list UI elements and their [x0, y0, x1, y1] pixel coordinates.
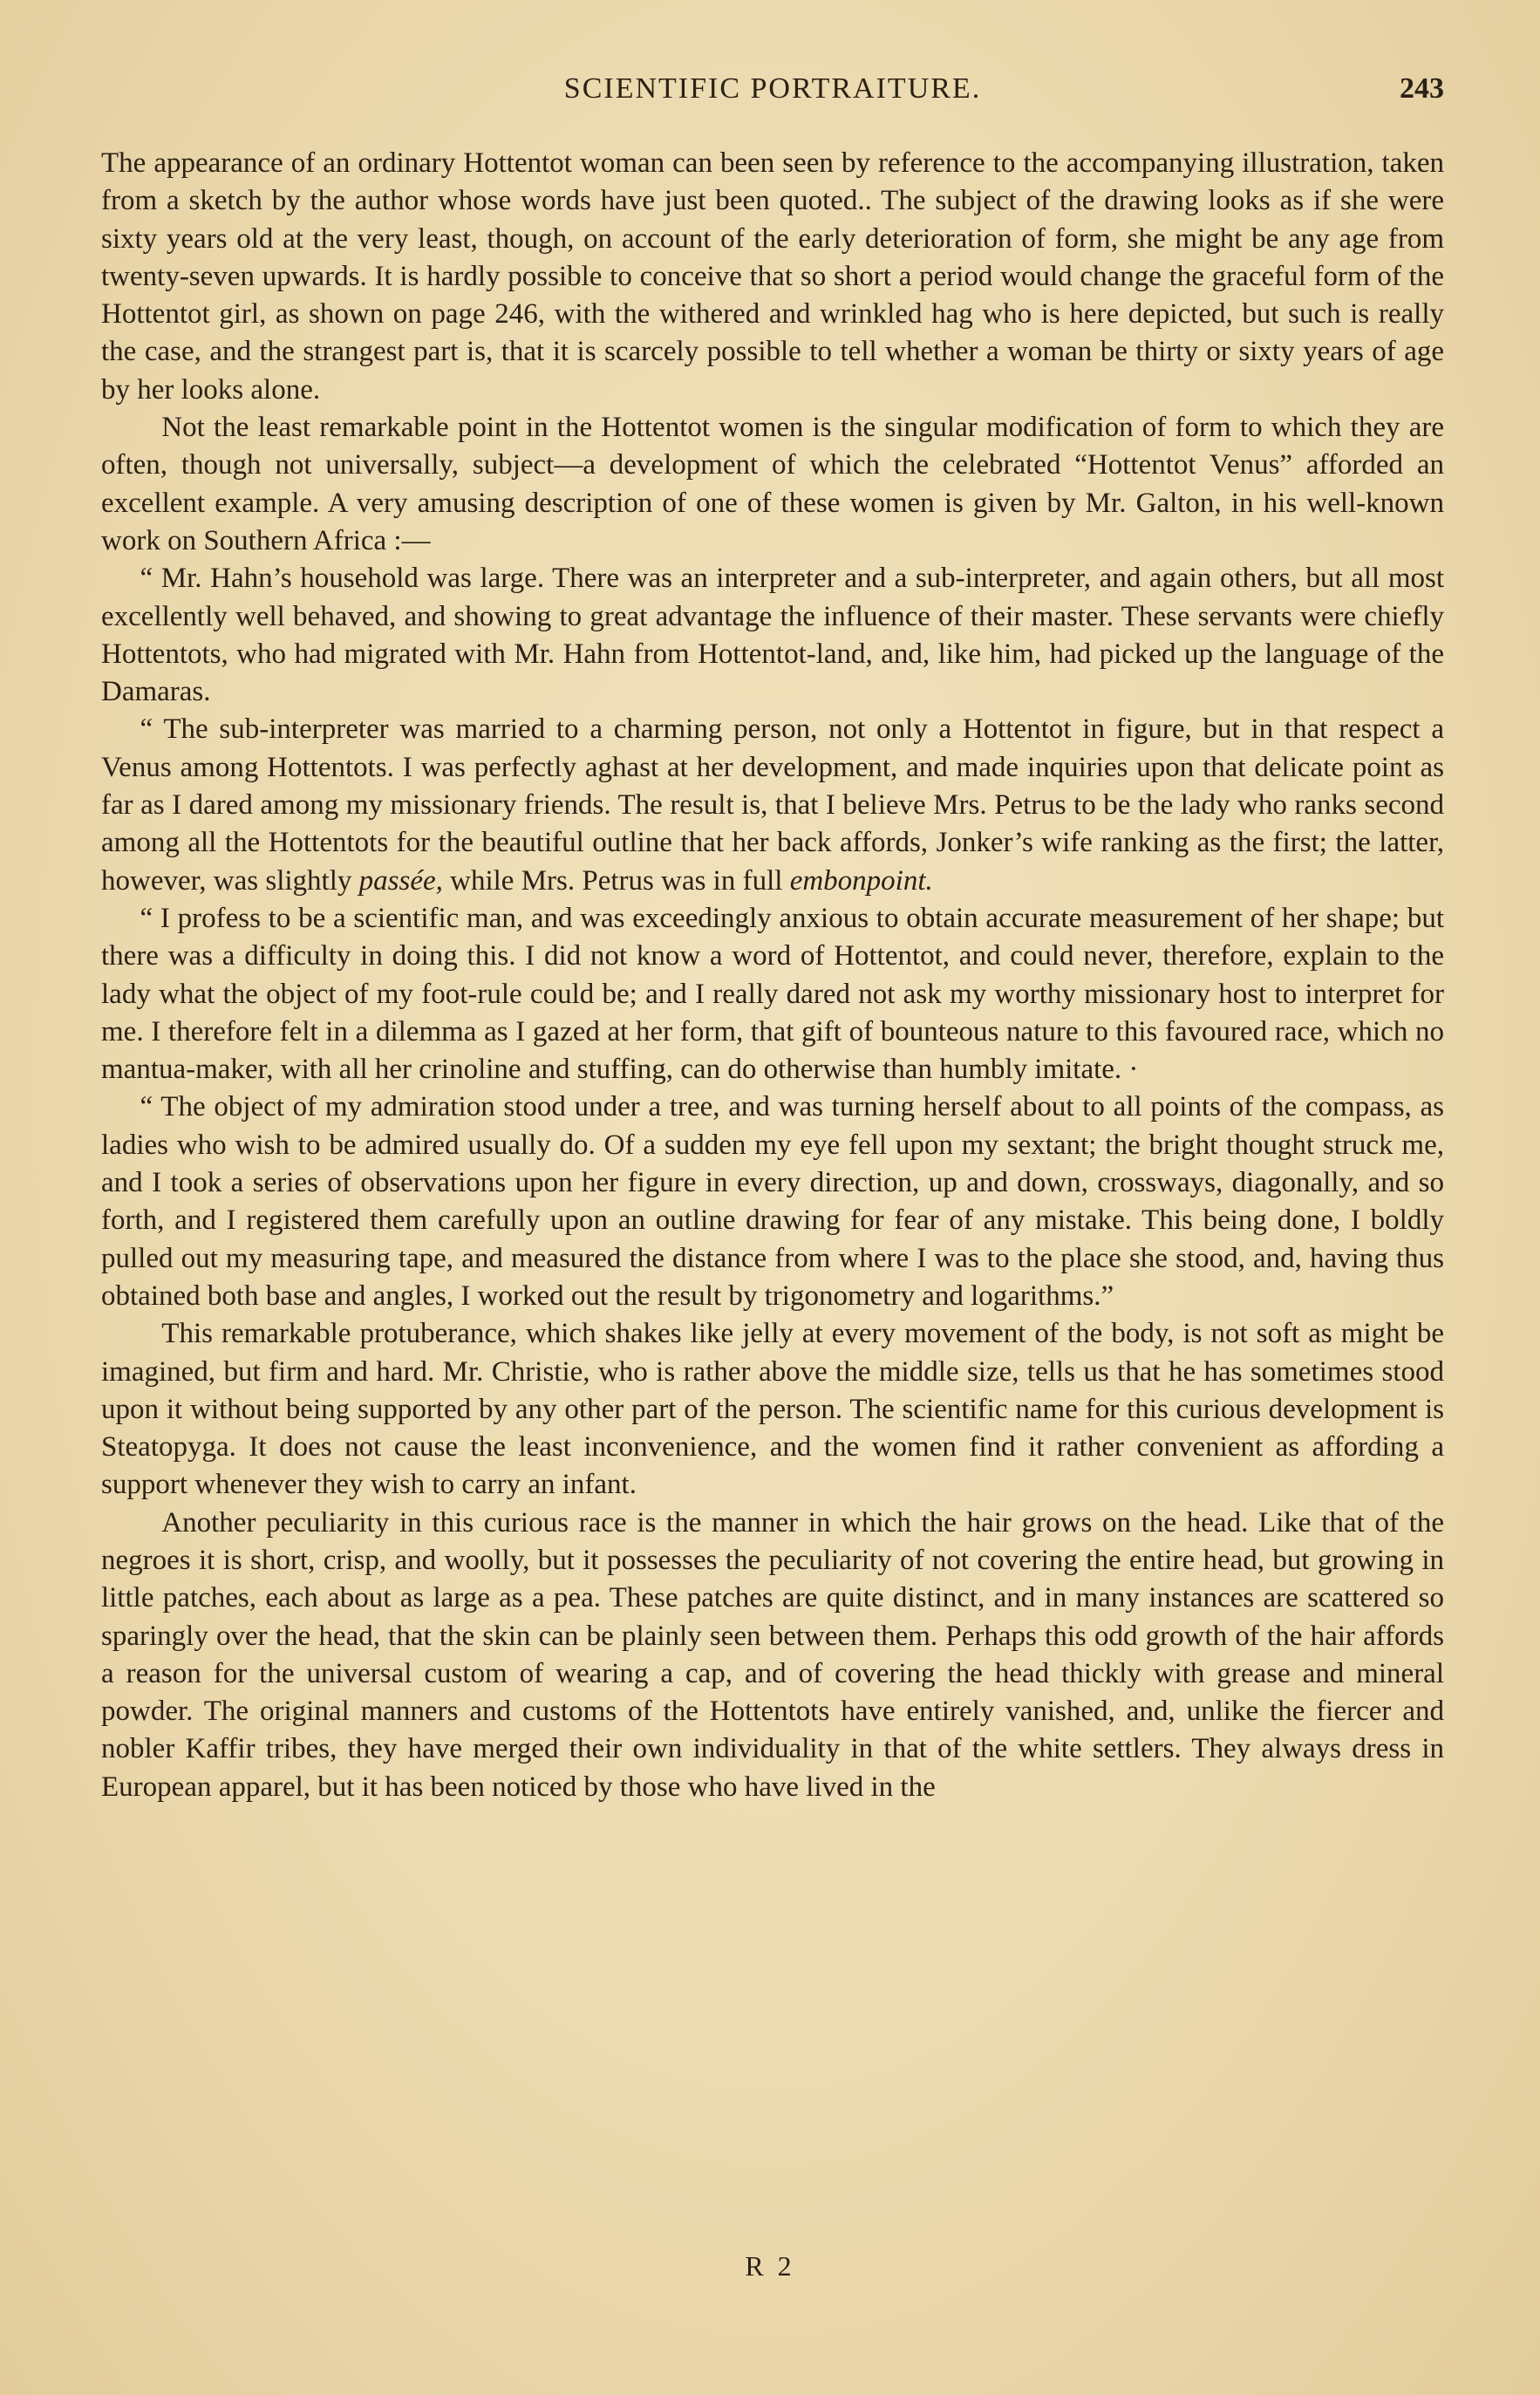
- quote-paragraph-4: “ The object of my admiration stood under a tree, and was turning herself about to all points of the compass, as ladies who wish to be admired usually do. Of a sudden my eye fell upon my sextant; the bright thought struck me, and I took a series of observations upon her figure in every direction, up and down, crossways, diagonally, and so forth, and I registered them carefully upon an outline drawing for fear of any mistake. This being done, I boldly pulled out my measuring tape, and measured the distance from where I was to the place she stood, and, having thus obtained both base and angles, I worked out the result by trigonometry and logarithms.”: [101, 1091, 1444, 1312]
- quote-text-part-a: “ The sub-interpreter was married to a charming person, not only a Hottentot in figure, but in that respect a Venus among Hottentots. I was perfectly aghast at her development, and made inquiries upon that delicate point as far as I dared among my missionary friends. The result is, that I believe Mrs. Petrus to be the lady who ranks second among all the Hottentots for the beautiful outline that her back affords, Jonker’s wife ranking as the first; the latter, however, was slightly: [101, 713, 1444, 897]
- paragraph-3: This remarkable protuberance, which shakes like jelly at every movement of the body, is not soft as might be imagined, but firm and hard. Mr. Christie, who is rather above the middle size, tells us that he has sometimes stood upon it without being supported by any other part of the person. The scientific name for this curious development is Steatopyga. It does not cause the least inconvenience, and the women find it rather convenient as affording a support whenever they wish to carry an infant.: [101, 1318, 1444, 1501]
- quote-paragraph-2: [101, 711, 1444, 899]
- paragraph-1: The appearance of an ordinary Hottentot woman can been seen by reference to the accompanying illustration, taken from a sketch by the author whose words have just been quoted.. The subject of the drawing looks as if she were sixty years old at the very least, though, on account of the early deterioration of form, she might be any age from twenty-seven upwards. It is hardly possible to conceive that so short a period would change the graceful form of the Hottentot girl, as shown on page 246, with the withered and wrinkled hag who is here depicted, but such is really the case, and the strangest part is, that it is scarcely possible to tell whether a woman be thirty or sixty years of age by her looks alone.: [101, 147, 1444, 406]
- quote-text-part-b: while Mrs. Petrus was in full: [450, 864, 783, 897]
- quote-paragraph-1: “ Mr. Hahn’s household was large. There was an interpreter and a sub-interpreter, and again others, but all most excellently well behaved, and showing to great advantage the influence of their master. These servants were chiefly Hottentots, who had migrated with Mr. Hahn from Hottentot-land, and, like him, had picked up the language of the Damaras.: [101, 563, 1444, 708]
- paragraph-4: Another peculiarity in this curious race is the manner in which the hair grows on the head. Like that of the negroes it is short, crisp, and woolly, but it possesses the peculiarity of not covering the entire head, but growing in little patches, each about as large as a pea. These patches are quite distinct, and in many instances are scattered so sparingly over the head, that the skin can be plainly seen between them. Perhaps this odd growth of the hair affords a reason for the universal custom of wearing a cap, and of covering the head thickly with grease and mineral powder. The original manners and customs of the Hottentots have entirely vanished, and, unlike the fiercer and nobler Kaffir tribes, they have merged their own individuality in that of the white settlers. They always dress in European apparel, but it has been noticed by those who have lived in the: [101, 1506, 1444, 1803]
- italic-embonpoint: embonpoint.: [789, 864, 933, 897]
- italic-passee: passée,: [358, 864, 443, 897]
- quote-paragraph-3: “ I profess to be a scientific man, and was exceedingly anxious to obtain accurate measurement of her shape; but there was a difficulty in doing this. I did not know a word of Hottentot, and could never, therefore, explain to the lady what the object of my foot-rule could be; and I really dared not ask my worthy missionary host to interpret for me. I therefore felt in a dilemma as I gazed at her form, that gift of bounteous nature to this favoured race, which no mantua-maker, with all her crinoline and stuffing, can do otherwise than humbly imitate. ·: [101, 902, 1444, 1086]
- page-number: 243: [1400, 72, 1444, 105]
- running-header: [101, 70, 1444, 108]
- running-title: SCIENTIFIC PORTRAITURE.: [563, 72, 982, 105]
- body-text: [101, 145, 1444, 1806]
- signature-mark: R 2: [745, 2250, 795, 2282]
- paragraph-2: Not the least remarkable point in the Hottentot women is the singular modification of form to which they are often, though not universally, subject—a development of which the celebrated “Hottentot Venus” afforded an excellent example. A very amusing description of one of these women is given by Mr. Galton, in his well-known work on Southern Africa :—: [101, 412, 1444, 556]
